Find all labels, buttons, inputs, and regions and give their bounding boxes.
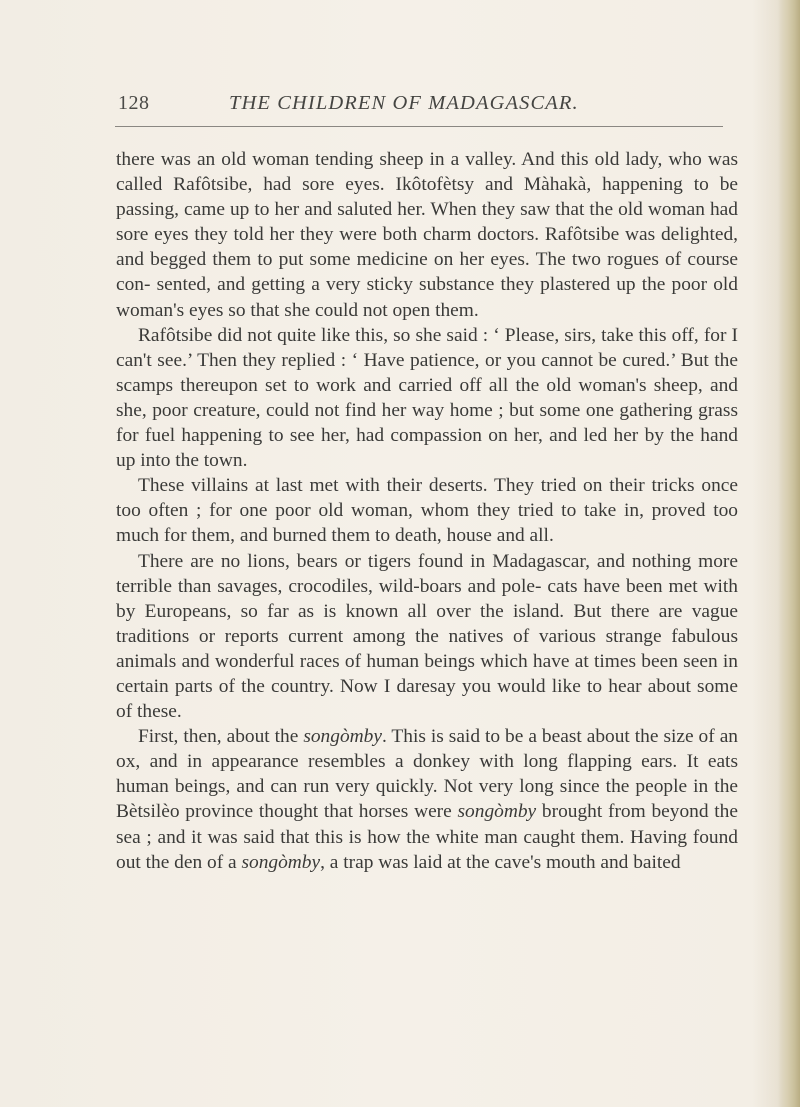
paragraph-5-text-e: brought from beyond the sea ; and it was said that this is how the white man caught them. Having found out the den of a [116,801,738,873]
paragraph-2: Rafôtsibe did not quite like this, so she said : ‘ Please, sirs, take this off, for I can't see.’ Then they replied : ‘ Have patience, or you cannot be cured.’ But the scamps thereupon set to work and carried off all the old woman's sheep, and she, poor creature, could not find her way home ; but some one gathering grass for fuel happening to see her, had compassion on her, and led her by the hand up into the town. [116,324,738,472]
page-number: 128 [118,92,150,114]
body-text [116,147,738,875]
paragraph-3: These villains at last met with their deserts. They tried on their tricks once too often ; for one poor old woman, whom they tried to take in, proved too much for them, and burned them to death, house and all. [116,475,738,547]
paragraph-1: there was an old woman tending sheep in a valley. And this old lady, who was called Rafôtsibe, had sore eyes. Ikôtofètsy and Màhakà, happening to be passing, came up to her and saluted her. When they saw that the old woman had sore eyes they told her they were both charm doctors. Rafôtsibe was delighted, and begged them to put some medicine on her eyes. The two rogues of course con- sented, and getting a very sticky substance they plastered up the poor old woman's eyes so that she could not open them. [116,149,738,321]
paragraph-4: There are no lions, bears or tigers found in Madagascar, and nothing more terrible than savages, crocodiles, wild-boars and pole- cats have been met with by Europeans, so far as is known all over the island. But there are vague traditions or reports current among the natives of various strange fabulous animals and wonderful races of human beings which have at times been seen in certain parts of the country. Now I daresay you would like to hear about some of these. [116,550,738,723]
running-title: THE CHILDREN OF MADAGASCAR. [229,92,579,114]
songomby-term: songòmby [241,851,321,873]
header-rule [115,126,723,127]
songomby-term: songòmby [303,726,382,748]
page-edge [778,0,800,1107]
songomby-term: songòmby [457,801,537,823]
paragraph-5-text-g: , a trap was laid at the cave's mouth and baited [320,851,681,873]
paragraph-5 [116,724,738,875]
paragraph-5-text-a: First, then, about the [138,726,304,748]
paragraph-5-text-c: . This is said to be a beast about the size of an ox, and in appearance resembles a donkey with long flapping ears. It eats human beings, and can run very quickly. Not very long since the people in the Bètsilèo province thought that horses were [116,726,738,823]
page-header [118,92,758,126]
